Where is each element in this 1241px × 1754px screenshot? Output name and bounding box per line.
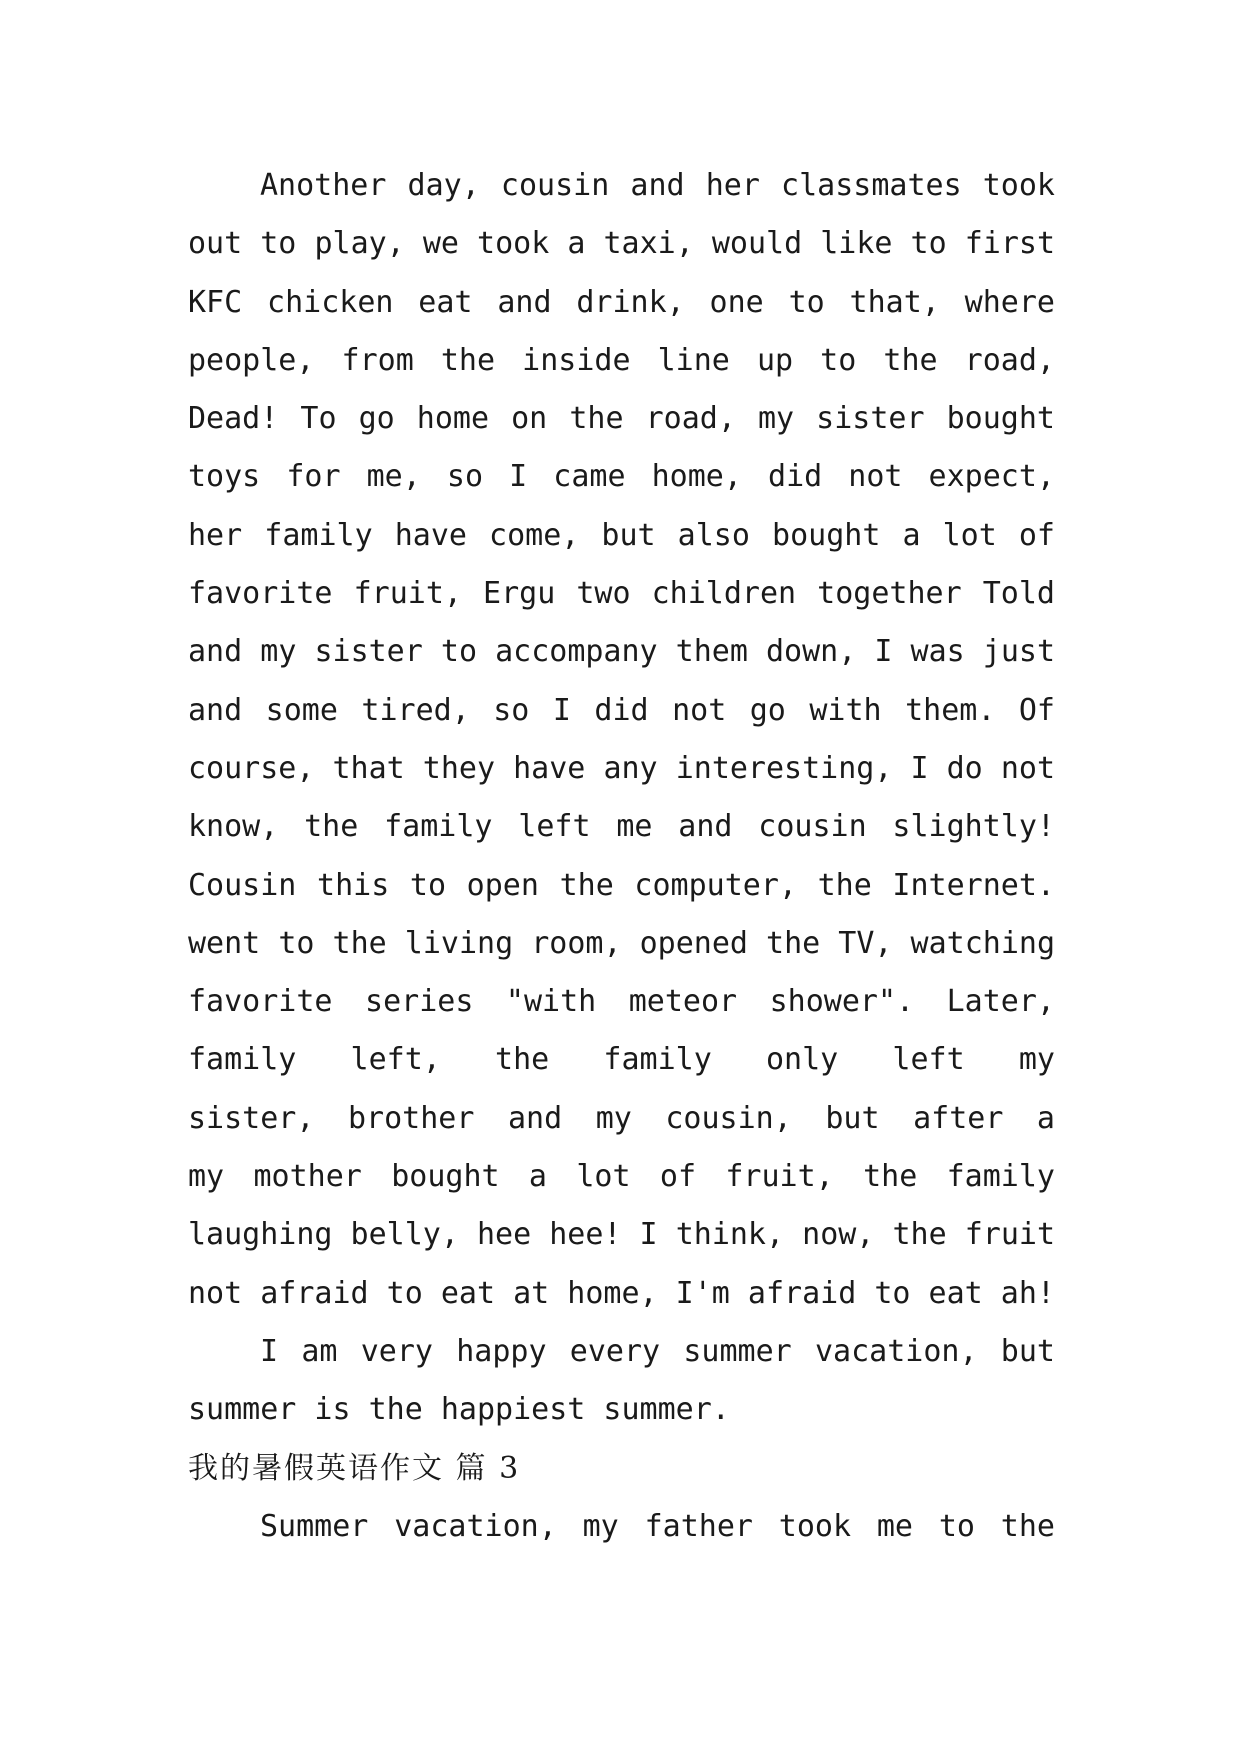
text-line: course, that they have any interesting, I do not [188, 750, 1055, 786]
text-line: know, the family left me and cousin slightly! [188, 809, 1055, 845]
text-line: and some tired, so I did not go with them. Of [188, 692, 1055, 728]
text-line: went to the living room, opened the TV, watching [188, 925, 1055, 961]
text-line: out to play, we took a taxi, would like to first [188, 226, 1055, 262]
paragraph-happiest-summer [188, 1323, 1055, 1440]
text-line-last: summer is the happiest summer. [188, 1392, 730, 1428]
paragraph-cousin-outing [188, 157, 1055, 1323]
text-line: my mother bought a lot of fruit, the family [188, 1159, 1055, 1195]
text-line: and my sister to accompany them down, I was just [188, 634, 1055, 670]
text-line: favorite fruit, Ergu two children together Told [188, 576, 1055, 612]
text-line: people, from the inside line up to the road, [188, 342, 1055, 378]
text-line: I am very happy every summer vacation, but [260, 1333, 1055, 1369]
text-line: Another day, cousin and her classmates took [260, 168, 1055, 203]
text-line: Cousin this to open the computer, the Internet. [188, 867, 1055, 903]
text-line: favorite series "with meteor shower". Later, [188, 984, 1055, 1020]
paragraph-beach-trip [188, 1498, 1055, 1556]
text-line: her family have come, but also bought a lot of [188, 517, 1055, 553]
text-line-last: not afraid to eat at home, I'm afraid to eat ah! [188, 1275, 1055, 1311]
text-line: sister, brother and my cousin, but after a [188, 1100, 1055, 1136]
text-line: family left, the family only left my [188, 1042, 1055, 1078]
text-line: KFC chicken eat and drink, one to that, where [188, 284, 1055, 320]
text-line: laughing belly, hee hee! I think, now, the fruit [188, 1217, 1055, 1253]
document-body [188, 157, 1055, 1556]
text-line: Dead! To go home on the road, my sister bought [188, 401, 1055, 437]
text-line: toys for me, so I came home, did not expect, [188, 459, 1055, 495]
section-heading: 我的暑假英语作文 篇 3 [188, 1450, 521, 1486]
text-line: Summer vacation, my father took me to the [260, 1508, 1055, 1544]
